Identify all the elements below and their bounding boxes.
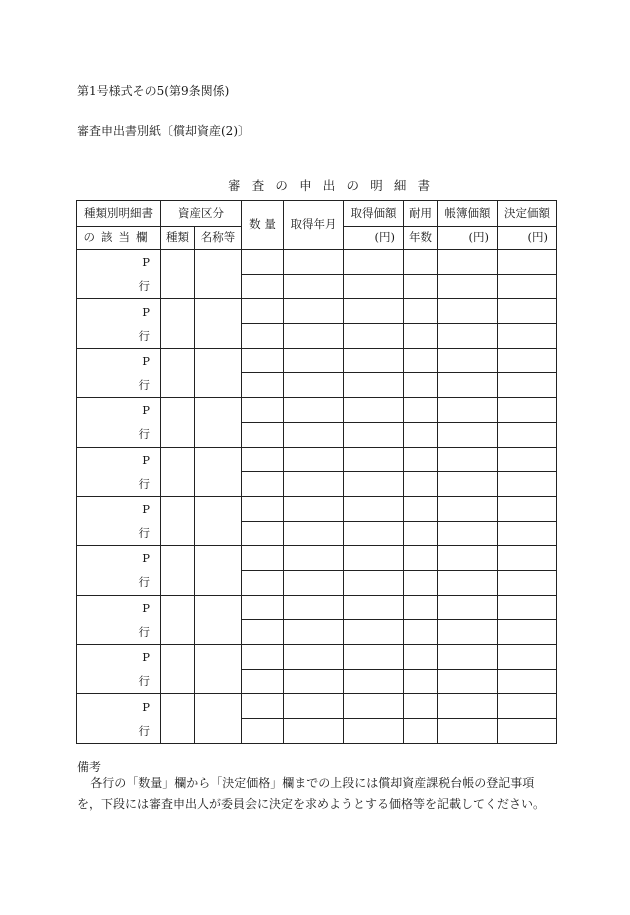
- decided-price-registered-cell[interactable]: [498, 447, 557, 472]
- acquisition-date-requested-cell[interactable]: [284, 422, 344, 447]
- quantity-requested-cell[interactable]: [242, 274, 284, 299]
- quantity-registered-cell[interactable]: [242, 250, 284, 275]
- book-value-requested-cell[interactable]: [438, 620, 498, 645]
- entry-row-upper: [77, 348, 557, 373]
- quantity-registered-cell[interactable]: [242, 299, 284, 324]
- line-mark: 行: [138, 526, 150, 541]
- useful-life-registered-cell[interactable]: [404, 694, 438, 719]
- detail-reference-cell[interactable]: [77, 546, 161, 595]
- book-value-registered-cell[interactable]: [438, 694, 498, 719]
- book-value-requested-cell[interactable]: [438, 373, 498, 398]
- header-decided-price-unit: (円): [498, 227, 557, 250]
- kind-cell[interactable]: [161, 546, 195, 595]
- name-cell[interactable]: [195, 645, 242, 694]
- acquisition-date-registered-cell[interactable]: [284, 250, 344, 275]
- acquisition-price-requested-cell[interactable]: [344, 719, 404, 744]
- useful-life-registered-cell[interactable]: [404, 645, 438, 670]
- book-value-registered-cell[interactable]: [438, 447, 498, 472]
- acquisition-price-registered-cell[interactable]: [344, 299, 404, 324]
- decided-price-registered-cell[interactable]: [498, 299, 557, 324]
- acquisition-date-registered-cell[interactable]: [284, 645, 344, 670]
- name-cell[interactable]: [195, 299, 242, 348]
- line-mark: 行: [138, 279, 150, 294]
- useful-life-requested-cell[interactable]: [404, 719, 438, 744]
- line-mark: 行: [138, 575, 150, 590]
- decided-price-requested-cell[interactable]: [498, 570, 557, 595]
- acquisition-date-registered-cell[interactable]: [284, 398, 344, 423]
- page-mark: P: [142, 600, 150, 615]
- header-quantity: 数 量: [242, 201, 284, 250]
- acquisition-date-requested-cell[interactable]: [284, 373, 344, 398]
- book-value-requested-cell[interactable]: [438, 422, 498, 447]
- kind-cell[interactable]: [161, 398, 195, 447]
- header-kind: 種類: [161, 227, 195, 250]
- decided-price-requested-cell[interactable]: [498, 274, 557, 299]
- quantity-requested-cell[interactable]: [242, 373, 284, 398]
- name-cell[interactable]: [195, 250, 242, 299]
- quantity-registered-cell[interactable]: [242, 398, 284, 423]
- acquisition-price-registered-cell[interactable]: [344, 398, 404, 423]
- useful-life-registered-cell[interactable]: [404, 496, 438, 521]
- name-cell[interactable]: [195, 694, 242, 743]
- quantity-registered-cell[interactable]: [242, 694, 284, 719]
- quantity-requested-cell[interactable]: [242, 669, 284, 694]
- entry-row-upper: [77, 398, 557, 423]
- acquisition-date-registered-cell[interactable]: [284, 447, 344, 472]
- acquisition-price-registered-cell[interactable]: [344, 546, 404, 571]
- useful-life-requested-cell[interactable]: [404, 373, 438, 398]
- useful-life-registered-cell[interactable]: [404, 447, 438, 472]
- name-cell[interactable]: [195, 496, 242, 545]
- decided-price-requested-cell[interactable]: [498, 373, 557, 398]
- detail-table-body: [77, 250, 557, 744]
- acquisition-date-requested-cell[interactable]: [284, 472, 344, 497]
- header-useful-life-line2: 年数: [404, 227, 438, 250]
- detail-reference-cell[interactable]: [77, 398, 161, 447]
- decided-price-requested-cell[interactable]: [498, 521, 557, 546]
- entry-row-upper: [77, 546, 557, 571]
- quantity-registered-cell[interactable]: [242, 645, 284, 670]
- acquisition-date-requested-cell[interactable]: [284, 521, 344, 546]
- detail-reference-cell[interactable]: [77, 595, 161, 644]
- acquisition-price-registered-cell[interactable]: [344, 595, 404, 620]
- entry-row-upper: [77, 645, 557, 670]
- book-value-registered-cell[interactable]: [438, 299, 498, 324]
- line-mark: 行: [138, 476, 150, 491]
- quantity-registered-cell[interactable]: [242, 348, 284, 373]
- entry-row-upper: [77, 496, 557, 521]
- detail-reference-cell[interactable]: [77, 299, 161, 348]
- useful-life-requested-cell[interactable]: [404, 669, 438, 694]
- kind-cell[interactable]: [161, 694, 195, 743]
- quantity-registered-cell[interactable]: [242, 447, 284, 472]
- useful-life-requested-cell[interactable]: [404, 521, 438, 546]
- decided-price-requested-cell[interactable]: [498, 719, 557, 744]
- quantity-registered-cell[interactable]: [242, 496, 284, 521]
- decided-price-requested-cell[interactable]: [498, 472, 557, 497]
- acquisition-price-registered-cell[interactable]: [344, 447, 404, 472]
- acquisition-price-requested-cell[interactable]: [344, 422, 404, 447]
- acquisition-date-registered-cell[interactable]: [284, 694, 344, 719]
- notes-body: 各行の「数量」欄から「決定価格」欄までの上段には償却資産課税台帳の登記事項を，下段には審査申出人が委員会に決定を求めようとする価格等を記載してください。: [77, 776, 546, 811]
- useful-life-registered-cell[interactable]: [404, 546, 438, 571]
- header-detail-line2: の該当欄: [77, 227, 161, 250]
- name-cell[interactable]: [195, 398, 242, 447]
- acquisition-date-registered-cell[interactable]: [284, 348, 344, 373]
- quantity-requested-cell[interactable]: [242, 620, 284, 645]
- book-value-requested-cell[interactable]: [438, 274, 498, 299]
- acquisition-price-requested-cell[interactable]: [344, 324, 404, 349]
- book-value-registered-cell[interactable]: [438, 645, 498, 670]
- acquisition-price-registered-cell[interactable]: [344, 250, 404, 275]
- useful-life-requested-cell[interactable]: [404, 472, 438, 497]
- kind-cell[interactable]: [161, 250, 195, 299]
- acquisition-date-requested-cell[interactable]: [284, 719, 344, 744]
- entry-row-upper: [77, 694, 557, 719]
- header-acquisition-price-unit: (円): [344, 227, 404, 250]
- book-value-requested-cell[interactable]: [438, 570, 498, 595]
- kind-cell[interactable]: [161, 645, 195, 694]
- kind-cell[interactable]: [161, 595, 195, 644]
- header-decided-price: 決定価額: [498, 201, 557, 227]
- header-detail-line1: 種類別明細書: [77, 201, 161, 227]
- line-mark: 行: [138, 624, 150, 639]
- line-mark: 行: [138, 377, 150, 392]
- acquisition-price-requested-cell[interactable]: [344, 570, 404, 595]
- acquisition-price-requested-cell[interactable]: [344, 620, 404, 645]
- decided-price-registered-cell[interactable]: [498, 496, 557, 521]
- entry-row-upper: [77, 595, 557, 620]
- line-mark: 行: [138, 674, 150, 689]
- book-value-requested-cell[interactable]: [438, 521, 498, 546]
- header-useful-life-line1: 耐用: [404, 201, 438, 227]
- book-value-requested-cell[interactable]: [438, 472, 498, 497]
- book-value-registered-cell[interactable]: [438, 496, 498, 521]
- decided-price-requested-cell[interactable]: [498, 324, 557, 349]
- acquisition-date-registered-cell[interactable]: [284, 299, 344, 324]
- entry-row-upper: [77, 447, 557, 472]
- entry-row-upper: [77, 299, 557, 324]
- useful-life-requested-cell[interactable]: [404, 422, 438, 447]
- name-cell[interactable]: [195, 348, 242, 397]
- quantity-requested-cell[interactable]: [242, 422, 284, 447]
- detail-reference-cell[interactable]: [77, 250, 161, 299]
- quantity-requested-cell[interactable]: [242, 570, 284, 595]
- acquisition-date-registered-cell[interactable]: [284, 595, 344, 620]
- acquisition-price-requested-cell[interactable]: [344, 669, 404, 694]
- header-acquisition-date: 取得年月: [284, 201, 344, 250]
- decided-price-registered-cell[interactable]: [498, 546, 557, 571]
- acquisition-price-requested-cell[interactable]: [344, 472, 404, 497]
- useful-life-requested-cell[interactable]: [404, 274, 438, 299]
- quantity-requested-cell[interactable]: [242, 521, 284, 546]
- quantity-registered-cell[interactable]: [242, 595, 284, 620]
- detail-table: [76, 200, 557, 744]
- acquisition-date-requested-cell[interactable]: [284, 570, 344, 595]
- line-mark: 行: [138, 328, 150, 343]
- acquisition-date-registered-cell[interactable]: [284, 496, 344, 521]
- page-mark: P: [142, 502, 150, 517]
- page-mark: P: [142, 551, 150, 566]
- kind-cell[interactable]: [161, 447, 195, 496]
- decided-price-registered-cell[interactable]: [498, 645, 557, 670]
- acquisition-price-registered-cell[interactable]: [344, 496, 404, 521]
- decided-price-registered-cell[interactable]: [498, 694, 557, 719]
- form-subtitle: 審査申出書別紙〔償却資産(2)〕: [77, 124, 250, 138]
- page-mark: P: [142, 452, 150, 467]
- quantity-requested-cell[interactable]: [242, 324, 284, 349]
- name-cell[interactable]: [195, 447, 242, 496]
- useful-life-registered-cell[interactable]: [404, 299, 438, 324]
- useful-life-requested-cell[interactable]: [404, 570, 438, 595]
- acquisition-price-registered-cell[interactable]: [344, 694, 404, 719]
- detail-reference-cell[interactable]: [77, 447, 161, 496]
- book-value-requested-cell[interactable]: [438, 719, 498, 744]
- kind-cell[interactable]: [161, 496, 195, 545]
- kind-cell[interactable]: [161, 348, 195, 397]
- table-title: 審査の申出の明細書: [228, 178, 442, 193]
- book-value-requested-cell[interactable]: [438, 669, 498, 694]
- notes-heading: 備考: [77, 760, 102, 774]
- acquisition-date-requested-cell[interactable]: [284, 324, 344, 349]
- useful-life-registered-cell[interactable]: [404, 398, 438, 423]
- acquisition-price-requested-cell[interactable]: [344, 274, 404, 299]
- acquisition-price-requested-cell[interactable]: [344, 521, 404, 546]
- decided-price-requested-cell[interactable]: [498, 422, 557, 447]
- acquisition-date-requested-cell[interactable]: [284, 274, 344, 299]
- name-cell[interactable]: [195, 595, 242, 644]
- form-number: 第1号様式その5(第9条関係): [77, 84, 230, 98]
- acquisition-date-requested-cell[interactable]: [284, 620, 344, 645]
- acquisition-price-registered-cell[interactable]: [344, 645, 404, 670]
- book-value-registered-cell[interactable]: [438, 398, 498, 423]
- book-value-registered-cell[interactable]: [438, 595, 498, 620]
- detail-reference-cell[interactable]: [77, 694, 161, 743]
- kind-cell[interactable]: [161, 299, 195, 348]
- useful-life-registered-cell[interactable]: [404, 595, 438, 620]
- line-mark: 行: [138, 723, 150, 738]
- acquisition-date-requested-cell[interactable]: [284, 669, 344, 694]
- useful-life-requested-cell[interactable]: [404, 620, 438, 645]
- book-value-registered-cell[interactable]: [438, 546, 498, 571]
- acquisition-date-registered-cell[interactable]: [284, 546, 344, 571]
- page-mark: P: [142, 304, 150, 319]
- detail-reference-cell[interactable]: [77, 496, 161, 545]
- header-asset-class: 資産区分: [161, 201, 242, 227]
- useful-life-registered-cell[interactable]: [404, 250, 438, 275]
- detail-reference-cell[interactable]: [77, 348, 161, 397]
- acquisition-price-registered-cell[interactable]: [344, 348, 404, 373]
- entry-row-upper: [77, 250, 557, 275]
- quantity-registered-cell[interactable]: [242, 546, 284, 571]
- page-mark: P: [142, 353, 150, 368]
- page-mark: P: [142, 255, 150, 270]
- book-value-requested-cell[interactable]: [438, 324, 498, 349]
- page-mark: P: [142, 650, 150, 665]
- name-cell[interactable]: [195, 546, 242, 595]
- header-book-value-unit: (円): [438, 227, 498, 250]
- useful-life-registered-cell[interactable]: [404, 348, 438, 373]
- decided-price-registered-cell[interactable]: [498, 348, 557, 373]
- header-name: 名称等: [195, 227, 242, 250]
- book-value-registered-cell[interactable]: [438, 250, 498, 275]
- decided-price-registered-cell[interactable]: [498, 595, 557, 620]
- page-mark: P: [142, 699, 150, 714]
- quantity-requested-cell[interactable]: [242, 719, 284, 744]
- useful-life-requested-cell[interactable]: [404, 324, 438, 349]
- quantity-requested-cell[interactable]: [242, 472, 284, 497]
- decided-price-requested-cell[interactable]: [498, 620, 557, 645]
- decided-price-requested-cell[interactable]: [498, 669, 557, 694]
- decided-price-registered-cell[interactable]: [498, 250, 557, 275]
- decided-price-registered-cell[interactable]: [498, 398, 557, 423]
- line-mark: 行: [138, 427, 150, 442]
- book-value-registered-cell[interactable]: [438, 348, 498, 373]
- page-mark: P: [142, 403, 150, 418]
- detail-reference-cell[interactable]: [77, 645, 161, 694]
- header-book-value: 帳簿価額: [438, 201, 498, 227]
- acquisition-price-requested-cell[interactable]: [344, 373, 404, 398]
- header-acquisition-price: 取得価額: [344, 201, 404, 227]
